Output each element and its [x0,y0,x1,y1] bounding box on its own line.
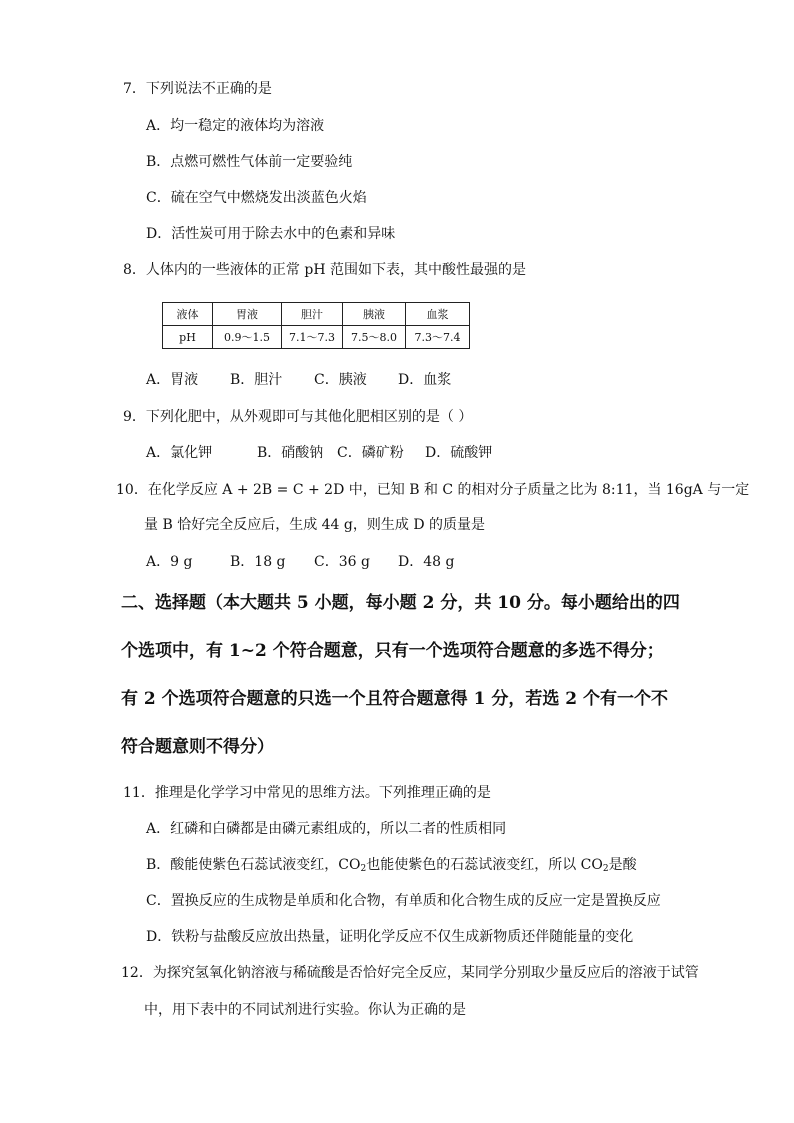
q9-option-c: C．磷矿粉 [337,445,404,461]
q11-option-b-part3: 是酸 [608,857,637,873]
q10-option-c: C．36 g [314,554,370,570]
q8-option-c: C．胰液 [314,372,367,388]
q8-option-d: D．血浆 [398,372,452,388]
ph-table-header-cell: 液体 [163,303,213,326]
q11-option-a: A．红磷和白磷都是由磷元素组成的，所以二者的性质相同 [146,821,507,837]
q11-option-b-subscript: 2 [360,864,367,874]
q9-option-b: B．硝酸钠 [257,445,324,461]
ph-table-header-cell: 胆汁 [282,303,343,326]
q10-options [146,553,454,571]
ph-table-header-cell: 血浆 [406,303,470,326]
section2-heading-line1: 二、选择题（本大题共 5 小题，每小题 2 分，共 10 分。每小题给出的四 [121,593,680,613]
ph-table-cell: 7.1～7.3 [282,326,343,349]
section2-heading-line3: 有 2 个选项符合题意的只选一个且符合题意得 1 分，若选 2 个有一个不 [121,689,668,709]
ph-table-cell: 0.9～1.5 [213,326,282,349]
q8-options [146,371,451,389]
ph-table-header-cell: 胃液 [213,303,282,326]
q9-options [146,444,492,462]
q12-stem-line1: 12．为探究氢氧化钠溶液与稀硫酸是否恰好完全反应，某同学分别取少量反应后的溶液于试管 [121,965,699,981]
q7-option-b: B．点燃可燃性气体前一定要验纯 [146,154,353,170]
q8-stem: 8．人体内的一些液体的正常 pH 范围如下表，其中酸性最强的是 [123,262,526,278]
q10-option-d: D．48 g [398,554,455,570]
q11-option-d: D．铁粉与盐酸反应放出热量，证明化学反应不仅生成新物质还伴随能量的变化 [146,929,634,945]
ph-table-header-row [163,303,470,326]
ph-table-header-cell: 胰液 [343,303,406,326]
q8-option-b: B．胆汁 [230,372,283,388]
q10-option-a: A．9 g [146,554,193,570]
q11-stem: 11．推理是化学学习中常见的思维方法。下列推理正确的是 [123,785,491,801]
section2-heading-line4: 符合题意则不得分） [121,737,274,757]
q7-option-c: C．硫在空气中燃烧发出淡蓝色火焰 [146,190,367,206]
q7-option-a: A．均一稳定的液体均为溶液 [146,118,325,134]
q11-option-b [146,856,637,878]
section2-heading-line2: 个选项中，有 1~2 个符合题意，只有一个选项符合题意的多选不得分； [121,641,664,661]
q11-option-b-subscript: 2 [602,864,609,874]
q12-stem-line2: 中，用下表中的不同试剂进行实验。你认为正确的是 [144,1002,466,1018]
q7-option-d: D．活性炭可用于除去水中的色素和异味 [146,226,396,242]
q9-option-a: A．氯化钾 [146,445,213,461]
q10-stem-line2: 量 B 恰好完全反应后，生成 44 g，则生成 D 的质量是 [144,517,485,533]
q11-option-b-part2: 也能使紫色的石蕊试液变红，所以 CO [366,857,603,873]
ph-table-cell: 7.5～8.0 [343,326,406,349]
ph-table [162,302,470,349]
q7-stem: 7．下列说法不正确的是 [123,81,272,97]
q9-stem: 9．下列化肥中，从外观即可与其他化肥相区别的是（ ） [123,409,473,425]
ph-table-cell: 7.3～7.4 [406,326,470,349]
q11-option-c: C．置换反应的生成物是单质和化合物，有单质和化合物生成的反应一定是置换反应 [146,893,661,909]
q11-option-b-part1: B．酸能使紫色石蕊试液变红，CO [146,857,361,873]
ph-table-cell: pH [163,326,213,349]
q10-option-b: B．18 g [230,554,286,570]
q8-option-a: A．胃液 [146,372,199,388]
ph-table-value-row [163,326,470,349]
q10-stem-line1: 10．在化学反应 A + 2B = C + 2D 中，已知 B 和 C 的相对分子质量之比为 8:11，当 16gA 与一定 [116,482,750,498]
q9-option-d: D．硫酸钾 [425,445,493,461]
